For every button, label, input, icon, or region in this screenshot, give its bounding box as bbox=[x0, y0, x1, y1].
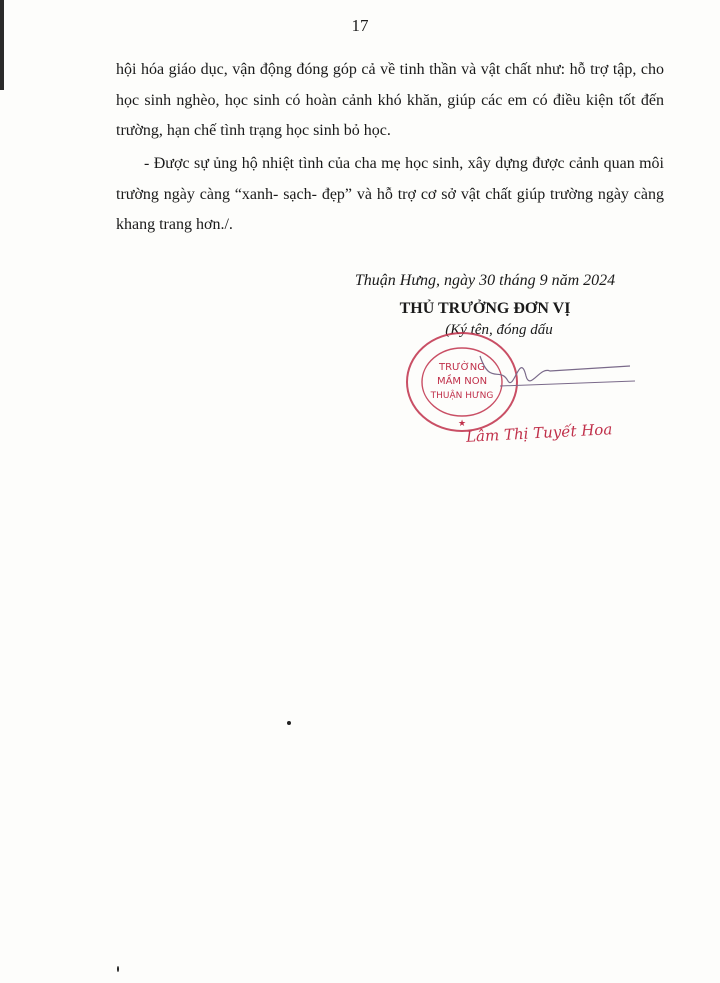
scan-speck bbox=[117, 966, 119, 972]
stamp-line-3: THUẬN HƯNG bbox=[430, 391, 494, 401]
paragraph-1: hội hóa giáo dục, vận động đóng góp cả về tinh thần và vật chất như: hỗ trợ tập, cho học sinh nghèo, học sinh có hoàn cảnh khó khăn, giúp các em có điều kiện tốt đến trường, hạn chế tình trạng học sinh bỏ học. bbox=[116, 61, 664, 139]
signing-note: (Ký tên, đóng dấu bbox=[445, 322, 553, 338]
scan-speck bbox=[287, 721, 291, 725]
paragraph-2: - Được sự ủng hộ nhiệt tình của cha mẹ học sinh, xây dựng được cảnh quan môi trường ngày càng “xanh- sạch- đẹp” và hỗ trợ cơ sở vật chất giúp trường ngày càng khang trang hơn./. bbox=[116, 155, 664, 233]
page-number: 17 bbox=[351, 16, 369, 35]
svg-text:★: ★ bbox=[457, 418, 467, 428]
place-date: Thuận Hưng, ngày 30 tháng 9 năm 2024 bbox=[354, 272, 616, 289]
handwritten-signature bbox=[430, 346, 640, 406]
signatory-title: THỦ TRƯỞNG ĐƠN VỊ bbox=[399, 300, 571, 317]
stamp-line-1: TRƯỜNG bbox=[439, 362, 485, 373]
scan-edge-mark bbox=[0, 0, 4, 90]
stamp-line-2: MẦM NON bbox=[436, 376, 488, 387]
signer-name: Lâm Thị Tuyết Hoa bbox=[465, 420, 613, 446]
